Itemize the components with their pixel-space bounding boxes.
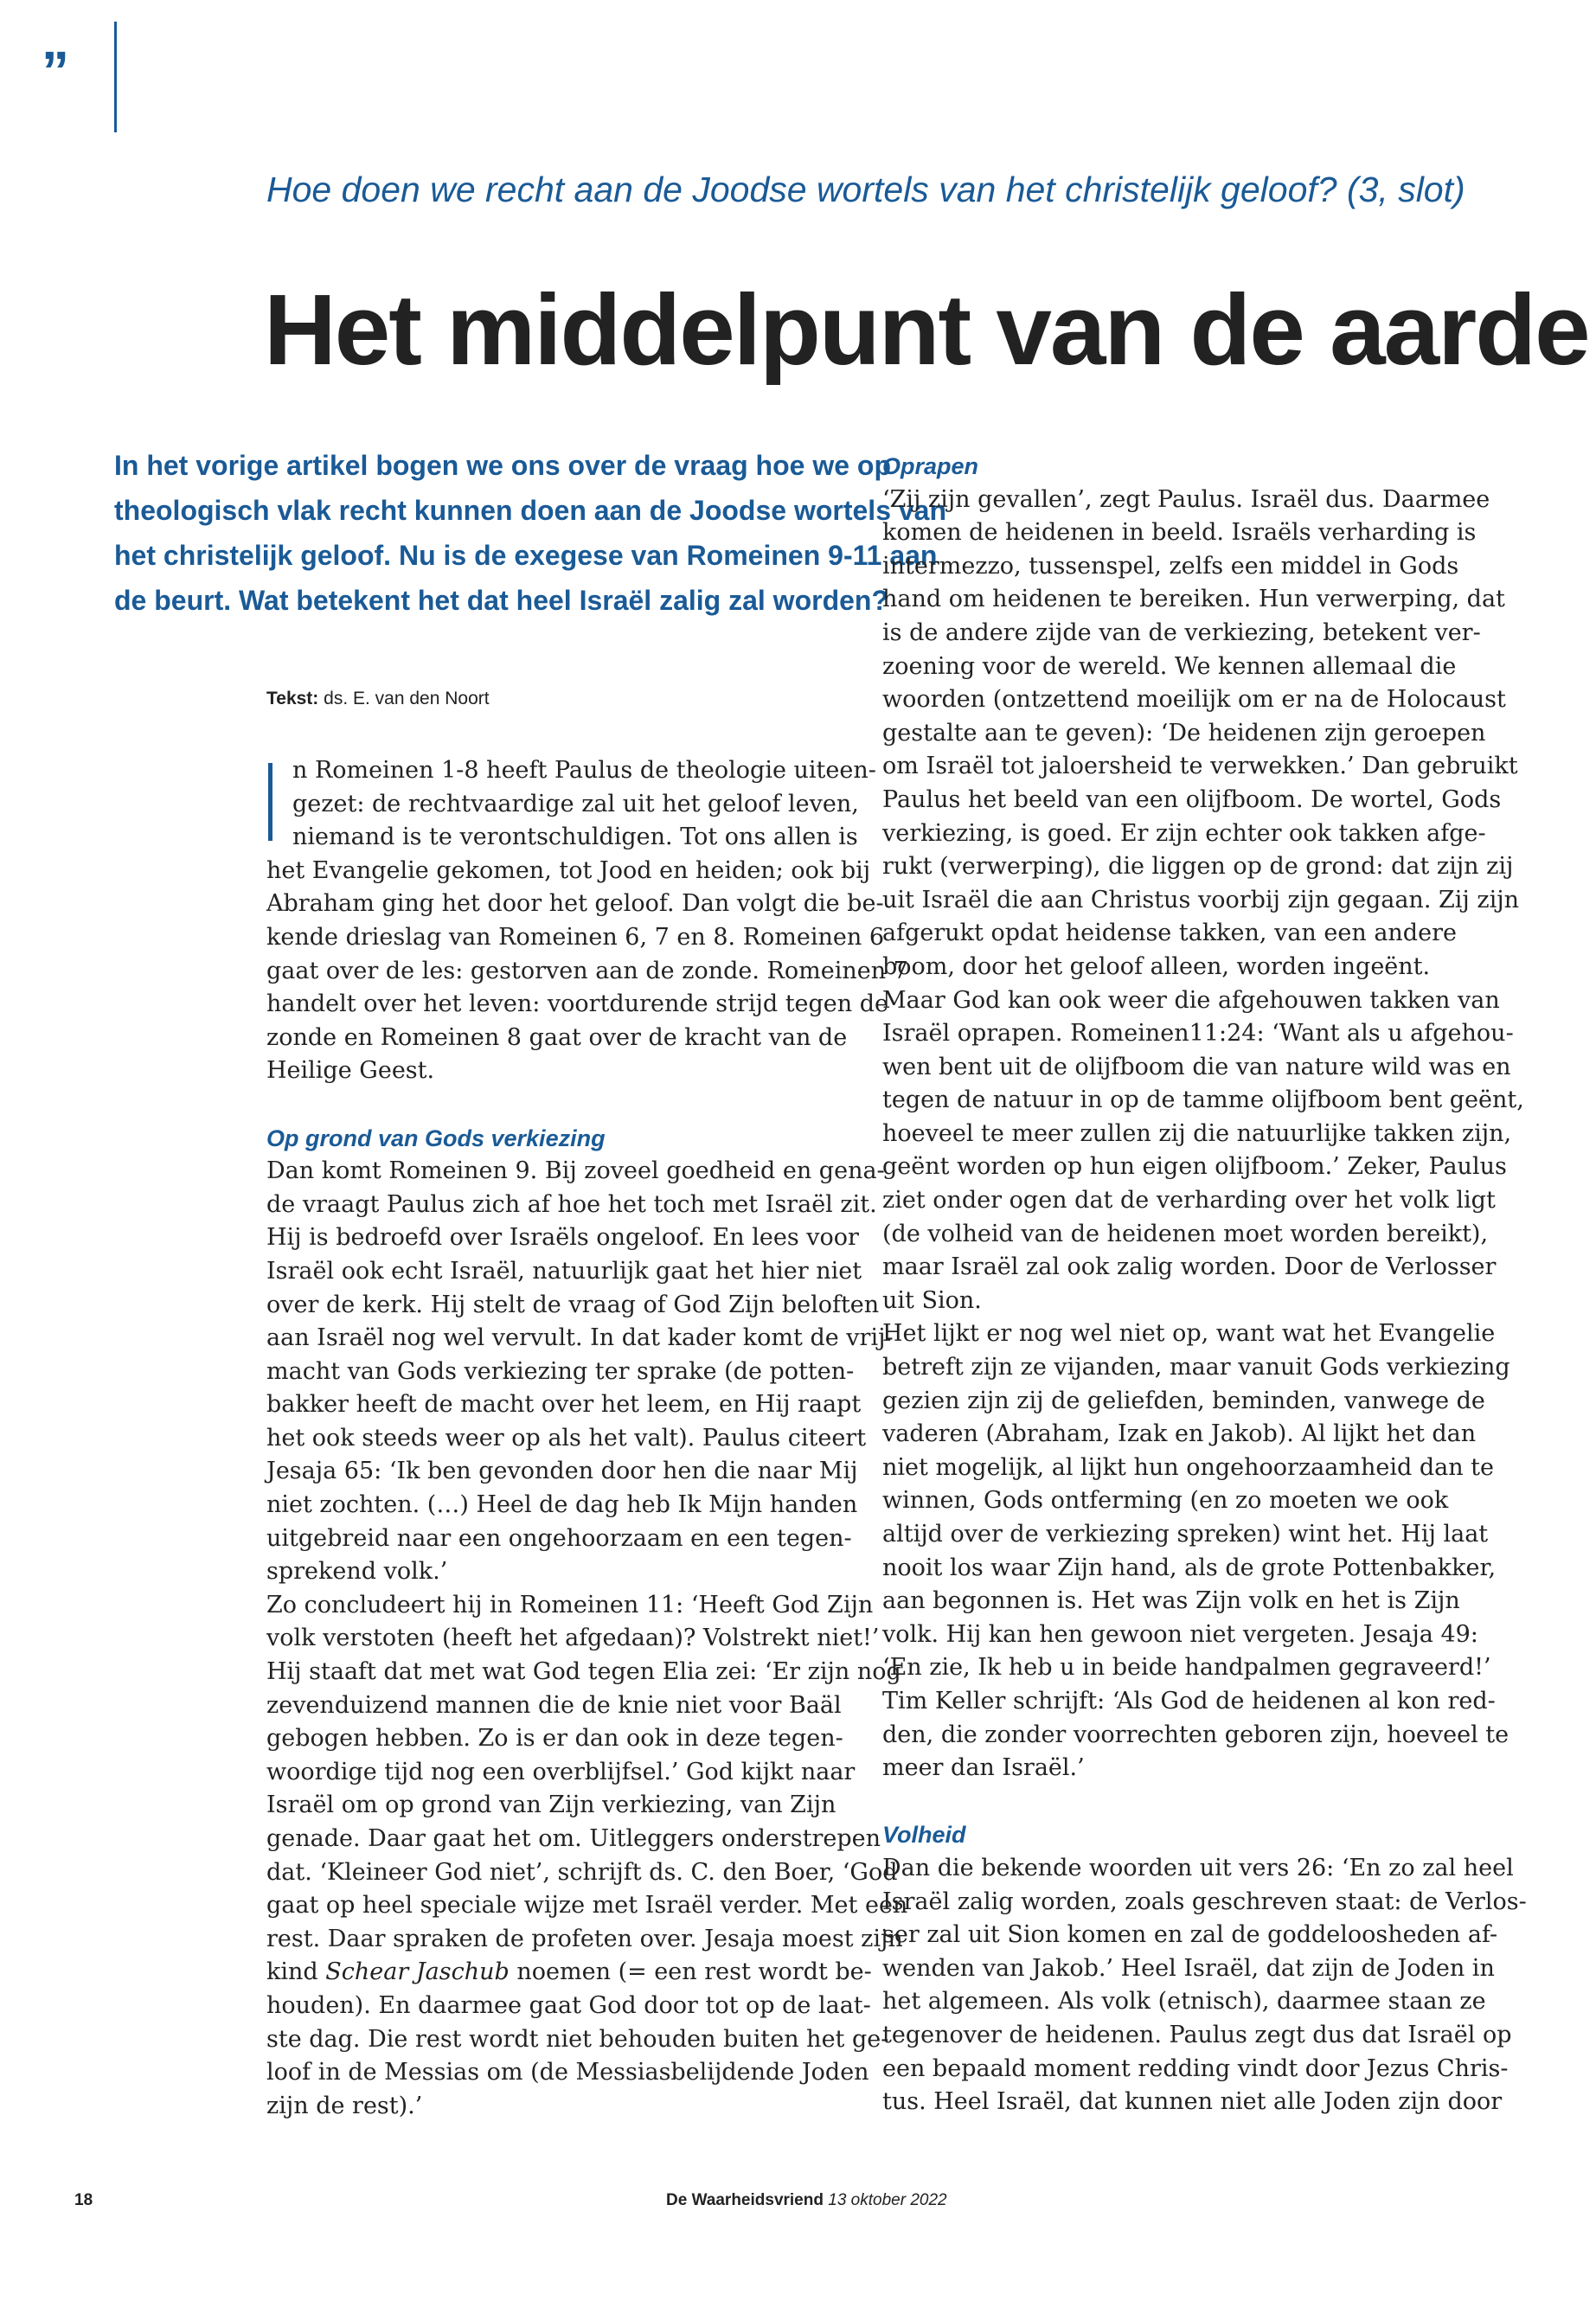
body-line: zoening voor de wereld. We kennen allemaal die xyxy=(882,652,1457,680)
byline xyxy=(266,689,490,709)
body-line: gezien zijn zij de geliefden, beminden, vanwege de xyxy=(882,1387,1485,1414)
body-line: kende drieslag van Romeinen 6, 7 en 8. Romeinen 6 xyxy=(266,923,885,951)
body-line: n Romeinen 1-8 heeft Paulus de theologie uiteen- xyxy=(292,757,876,784)
body-line: Zo concludeert hij in Romeinen 11: ‘Heeft God Zijn xyxy=(266,1591,874,1618)
body-line: loof in de Messias om (de Messiasbelijdende Joden xyxy=(266,2059,869,2086)
body-line: sprekend volk.’ xyxy=(266,1558,448,1586)
body-line: om Israël tot jaloersheid te verwekken.’ Dan gebruikt xyxy=(882,753,1518,780)
body-line: woorden (ontzettend moeilijk om er na de Holocaust xyxy=(882,686,1506,714)
body-line: ‘En zie, Ik heb u in beide handpalmen gegraveerd!’ xyxy=(882,1654,1491,1682)
body-line: gestalte aan te geven): ‘De heidenen zijn geroepen xyxy=(882,719,1486,747)
body-line: Maar God kan ook weer die afgehouwen takken van xyxy=(882,986,1500,1014)
publication-name: De Waarheidsvriend xyxy=(666,2191,824,2209)
body-line: bakker heeft de macht over het leem, en Hij raapt xyxy=(266,1391,862,1419)
body-line: tegen de natuur in op de tamme olijfboom bent geënt, xyxy=(882,1086,1524,1114)
subheading-volheid: Volheid xyxy=(882,1822,966,1849)
byline-label: Tekst: xyxy=(266,689,319,708)
byline-author: ds. E. van den Noort xyxy=(324,689,490,708)
body-line: Dan komt Romeinen 9. Bij zoveel goedheid en gena- xyxy=(266,1157,885,1185)
body-line: zijn de rest).’ xyxy=(266,2092,423,2119)
body-line: hoeveel te meer zullen zij die natuurlijke takken zijn, xyxy=(882,1119,1512,1147)
body-line: is de andere zijde van de verkiezing, betekent ver- xyxy=(882,619,1481,646)
intro-line: theologisch vlak recht kunnen doen aan de Joodse wortels van xyxy=(114,495,947,526)
body-line: Israël oprapen. Romeinen11:24: ‘Want als u afgehou- xyxy=(882,1020,1514,1048)
body-line: kind Schear Jaschub noemen (= een rest wordt be- xyxy=(266,1958,872,1986)
quote-mark-icon: ” xyxy=(42,40,69,102)
body-line: Jesaja 65: ‘Ik ben gevonden door hen die naar Mij xyxy=(266,1458,858,1485)
publication-date: 13 oktober 2022 xyxy=(828,2191,947,2209)
body-line: altijd over de verkiezing spreken) wint het. Hij laat xyxy=(882,1521,1489,1548)
body-line: dat. ‘Kleineer God niet’, schrijft ds. C. den Boer, ‘God xyxy=(266,1858,898,1886)
body-line: Israël om op grond van Zijn verkiezing, van Zijn xyxy=(266,1791,836,1819)
right-paragraph-2 xyxy=(882,1852,1527,2119)
body-line: winnen, Gods ontferming (en zo moeten we ook xyxy=(882,1487,1449,1515)
body-line: volk. Hij kan hen gewoon niet vergeten. Jesaja 49: xyxy=(882,1620,1478,1648)
body-line: meer dan Israël.’ xyxy=(882,1754,1085,1782)
body-line: macht van Gods verkiezing ter sprake (de potten- xyxy=(266,1357,855,1385)
body-line: ziet onder ogen dat de verharding over het volk ligt xyxy=(882,1187,1496,1215)
body-line: een bepaald moment redding vindt door Jezus Chris- xyxy=(882,2054,1509,2082)
body-line: betreft zijn ze vijanden, maar vanuit Gods verkiezing xyxy=(882,1354,1510,1381)
term-schear-jaschub: Schear Jaschub xyxy=(325,1958,510,1986)
body-line: volk verstoten (heeft het afgedaan)? Volstrekt niet!’ xyxy=(266,1625,880,1652)
body-line: aan begonnen is. Het was Zijn volk en het is Zijn xyxy=(882,1587,1460,1615)
right-paragraph-1 xyxy=(882,484,1524,1785)
body-line: niemand is te verontschuldigen. Tot ons allen is xyxy=(292,824,858,851)
subheading-verkiezing: Op grond van Gods verkiezing xyxy=(266,1125,606,1151)
body-line: uit Israël die aan Christus voorbij zijn gegaan. Zij zijn xyxy=(882,886,1519,913)
body-line: nooit los waar Zijn hand, als de grote Pottenbakker, xyxy=(882,1554,1497,1581)
body-line: Het lijkt er nog wel niet op, want wat het Evangelie xyxy=(882,1320,1496,1348)
body-line: ste dag. Die rest wordt niet behouden buiten het ge- xyxy=(266,2025,889,2053)
body-line: Paulus het beeld van een olijfboom. De wortel, Gods xyxy=(882,785,1502,813)
body-line: zonde en Romeinen 8 gaat over de kracht van de xyxy=(266,1023,848,1051)
body-line: handelt over het leven: voortdurende strijd tegen de xyxy=(266,990,889,1018)
body-line: gaat op heel speciale wijze met Israël verder. Met een xyxy=(266,1892,908,1920)
body-line: tus. Heel Israël, dat kunnen niet alle Joden zijn door xyxy=(882,2088,1503,2116)
left-paragraph-2-end xyxy=(266,1990,889,2123)
body-line: (de volheid van de heidenen moet worden bereikt), xyxy=(882,1220,1489,1247)
body-line: ‘Zij zijn gevallen’, zegt Paulus. Israël dus. Daarmee xyxy=(882,485,1490,513)
body-line: verkiezing, is goed. Er zijn echter ook takken afge- xyxy=(882,819,1486,847)
body-line: niet zochten. (…) Heel de dag heb Ik Mijn handen xyxy=(266,1491,858,1519)
body-line: uitgebreid naar een ongehoorzaam en een tegen- xyxy=(266,1524,852,1552)
body-line: Heilige Geest. xyxy=(266,1057,435,1085)
body-line: Hij staaft dat met wat God tegen Elia zei: ‘Er zijn nog xyxy=(266,1658,901,1686)
body-line: uit Sion. xyxy=(882,1286,982,1314)
body-line: wen bent uit de olijfboom die van nature wild was en xyxy=(882,1053,1511,1080)
body-line: intermezzo, tussenspel, zelfs een middel in Gods xyxy=(882,552,1459,580)
body-line: het algemeen. Als volk (etnisch), daarmee staan ze xyxy=(882,1988,1486,2016)
footer-publication xyxy=(666,2191,947,2210)
article-headline: Het middelpunt van de aarde xyxy=(264,273,1589,386)
body-line: Israël zalig worden, zoals geschreven staat: de Verlos- xyxy=(882,1888,1527,1915)
body-line: tegenover de heidenen. Paulus zegt dus dat Israël op xyxy=(882,2021,1512,2048)
body-line: rest. Daar spraken de profeten over. Jesaja moest zijn xyxy=(266,1925,903,1952)
body-line: Dan die bekende woorden uit vers 26: ‘En zo zal heel xyxy=(882,1854,1514,1881)
body-line: vaderen (Abraham, Izak en Jakob). Al lijkt het dan xyxy=(882,1420,1477,1448)
body-line: houden). En daarmee gaat God door tot op de laat- xyxy=(266,1991,871,2019)
body-line: gaat over de les: gestorven aan de zonde. Romeinen 7 xyxy=(266,957,908,984)
body-line: Hij is bedroefd over Israëls ongeloof. En lees voor xyxy=(266,1224,859,1252)
left-paragraph-2 xyxy=(266,1155,908,1956)
body-line: geënt worden op hun eigen olijfboom.’ Zeker, Paulus xyxy=(882,1153,1507,1181)
body-line: genade. Daar gaat het om. Uitleggers onderstrepen xyxy=(266,1825,881,1852)
body-line: niet mogelijk, al lijkt hun ongehoorzaamheid dan te xyxy=(882,1453,1495,1481)
left-column xyxy=(266,754,908,2123)
body-line: ser zal uit Sion komen en zal de goddeloosheden af- xyxy=(882,1921,1498,1949)
body-line: Israël ook echt Israël, natuurlijk gaat het hier niet xyxy=(266,1257,862,1285)
body-line: den, die zonder voorrechten geboren zijn, hoeveel te xyxy=(882,1721,1509,1748)
body-line: gezet: de rechtvaardige zal uit het geloof leven, xyxy=(292,790,859,817)
body-line: boom, door het geloof alleen, worden ingeënt. xyxy=(882,952,1431,980)
body-line: maar Israël zal ook zalig worden. Door de Verlosser xyxy=(882,1253,1497,1281)
body-line: Tim Keller schrijft: ‘Als God de heidenen al kon red- xyxy=(882,1687,1496,1715)
body-line: gebogen hebben. Zo is er dan ook in deze tegen- xyxy=(266,1725,843,1753)
body-line: rukt (verwerping), die liggen op de grond: dat zijn zij xyxy=(882,853,1514,881)
body-line: wenden van Jakob.’ Heel Israël, dat zijn de Joden in xyxy=(882,1954,1495,1982)
body-line: woordige tijd nog een overblijfsel.’ God kijkt naar xyxy=(266,1758,856,1785)
body-line: het Evangelie gekomen, tot Jood en heiden; ook bij xyxy=(266,856,871,884)
body-line: over de kerk. Hij stelt de vraag of God Zijn beloften xyxy=(266,1291,880,1318)
body-line: de vraagt Paulus zich af hoe het toch met Israël zit. xyxy=(266,1190,877,1218)
article-kicker: Hoe doen we recht aan de Joodse wortels van het christelijk geloof? (3, slot) xyxy=(266,170,1465,209)
body-line: aan Israël nog wel vervult. In dat kader komt de vrij- xyxy=(266,1324,894,1352)
body-line: Abraham ging het door het geloof. Dan volgt die be- xyxy=(266,890,884,918)
body-line: komen de heidenen in beeld. Israëls verharding is xyxy=(882,519,1477,547)
header-divider xyxy=(114,22,117,132)
page-number: 18 xyxy=(74,2191,93,2209)
left-paragraph-1 xyxy=(266,754,908,1088)
body-line: hand om heidenen te bereiken. Hun verwerping, dat xyxy=(882,586,1505,613)
intro-line: In het vorige artikel bogen we ons over de vraag hoe we op xyxy=(114,450,891,481)
intro-line: de beurt. Wat betekent het dat heel Israël zalig zal worden? xyxy=(114,585,888,616)
body-line: het ook steeds weer op als het valt). Paulus citeert xyxy=(266,1424,867,1452)
right-column xyxy=(882,450,1527,2119)
subheading-oprapen: Oprapen xyxy=(882,453,979,479)
body-line: zevenduizend mannen die de knie niet voor Baäl xyxy=(266,1691,842,1719)
body-line: afgerukt opdat heidense takken, van een andere xyxy=(882,920,1457,947)
intro-line: het christelijk geloof. Nu is de exegese van Romeinen 9-11 aan xyxy=(114,540,938,571)
